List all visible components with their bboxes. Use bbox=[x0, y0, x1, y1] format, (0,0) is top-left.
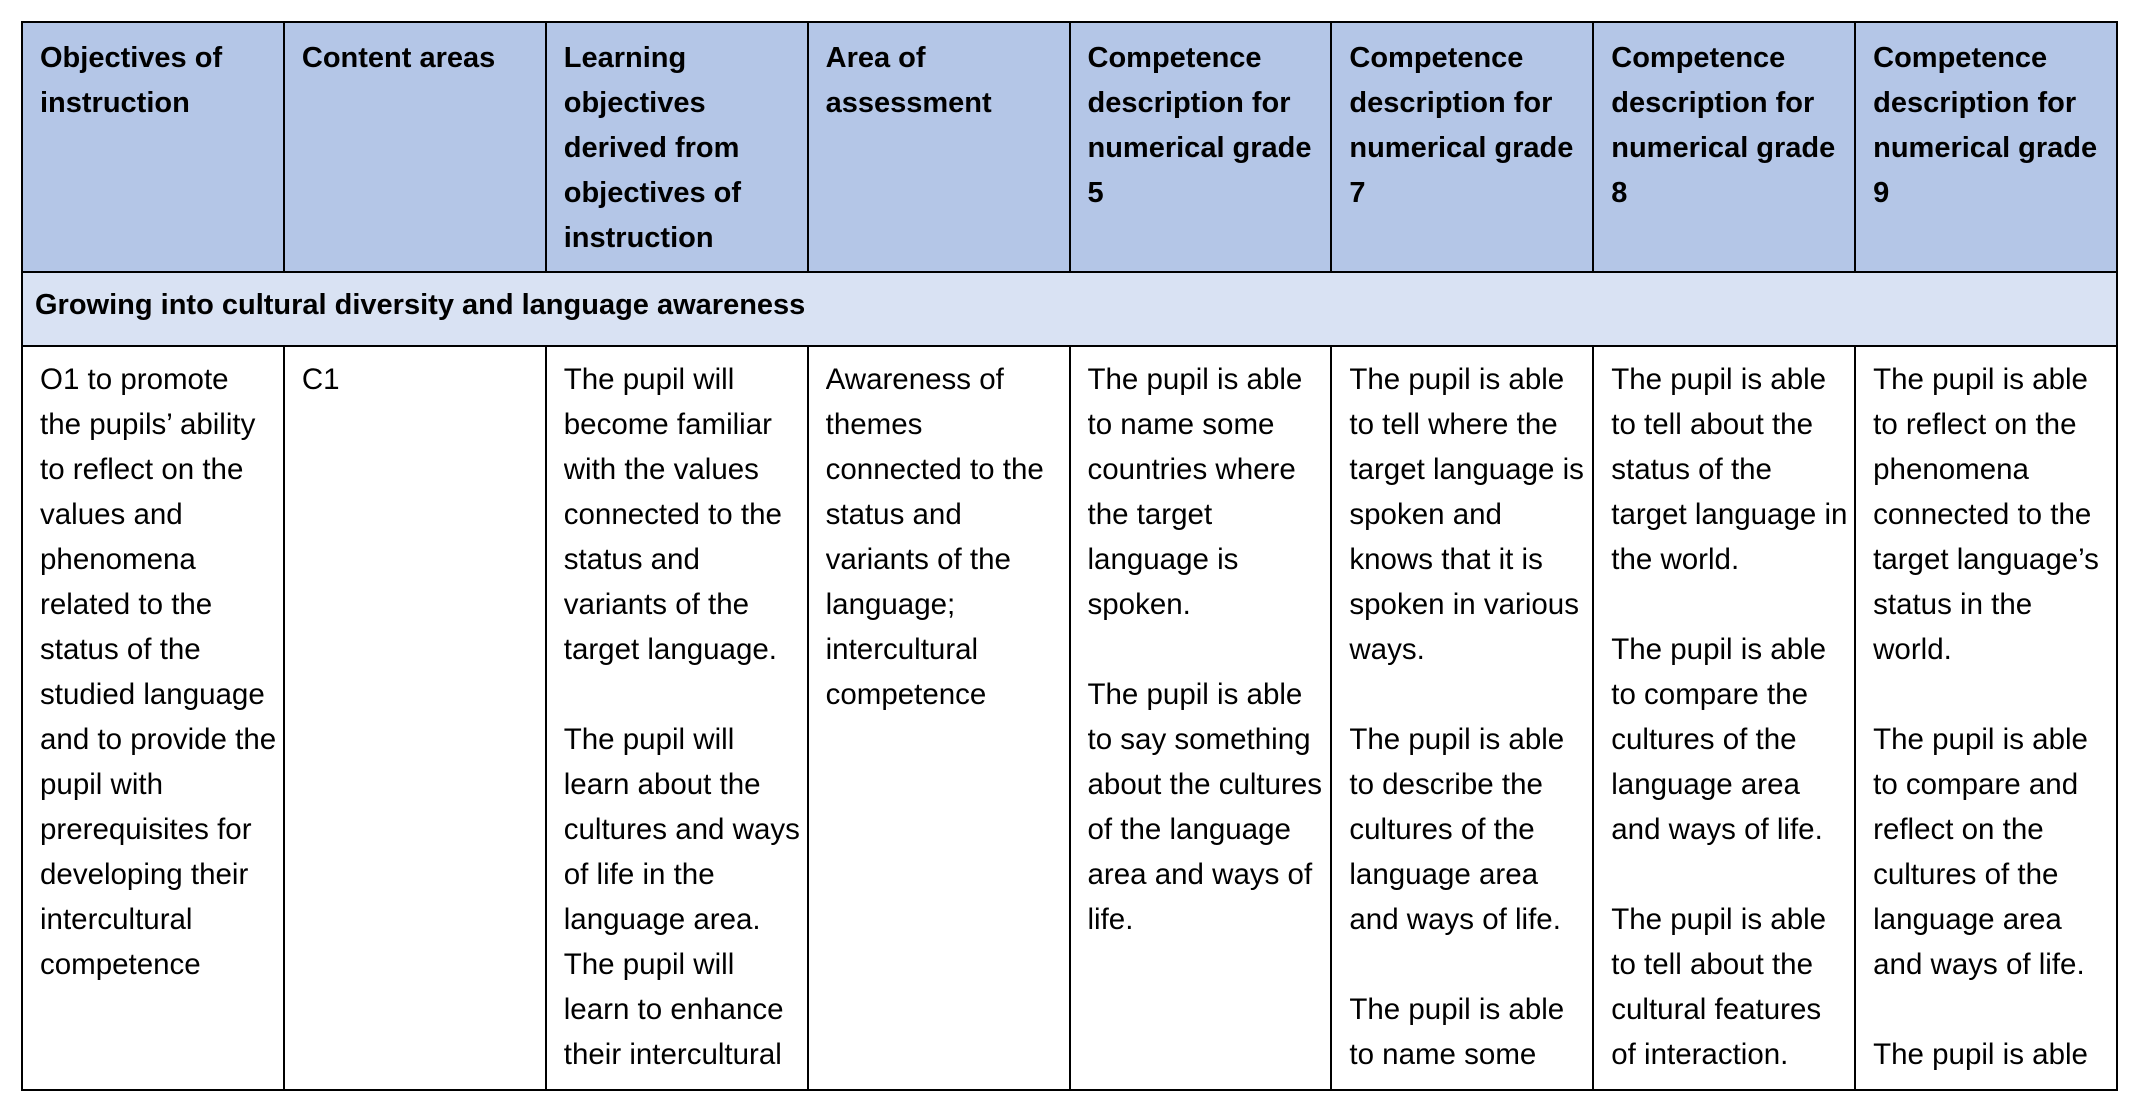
header-grade-7: Competence description for numerical grade 7 bbox=[1331, 22, 1593, 272]
cell-paragraph: Awareness of themes connected to the status and variants of the language; intercultural competence bbox=[825, 363, 1044, 711]
header-row bbox=[22, 22, 2117, 272]
header-objectives: Objectives of instruction bbox=[22, 22, 284, 272]
cell-paragraph: The pupil is able to describe the cultures of the language area and ways of life. bbox=[1349, 723, 1565, 936]
header-learning-objectives: Learning objectives derived from objectives of instruction bbox=[546, 22, 808, 272]
paragraph-gap bbox=[564, 672, 801, 717]
header-grade-5: Competence description for numerical grade 5 bbox=[1070, 22, 1332, 272]
curriculum-table-container bbox=[21, 21, 2116, 1091]
learning-objectives-cell bbox=[546, 346, 808, 1090]
paragraph-gap bbox=[1611, 582, 1848, 627]
cell-paragraph: The pupil is able to name some countries where the target language is spoken. bbox=[1087, 363, 1303, 621]
grade-7-cell bbox=[1331, 346, 1593, 1090]
paragraph-gap bbox=[1349, 672, 1586, 717]
paragraph-gap bbox=[1611, 852, 1848, 897]
cell-paragraph: The pupil is able to say something about the cultures of the language area and ways of life. bbox=[1087, 678, 1323, 936]
cell-paragraph: The pupil is able to name some bbox=[1349, 993, 1565, 1071]
curriculum-table bbox=[21, 21, 2118, 1091]
objective-cell bbox=[22, 346, 284, 1090]
paragraph-gap bbox=[1088, 627, 1325, 672]
cell-paragraph: The pupil is able to reflect on the phenomena connected to the target language’s status in the world. bbox=[1873, 363, 2099, 666]
paragraph-gap bbox=[1873, 672, 2110, 717]
paragraph-gap bbox=[1873, 987, 2110, 1032]
section-row bbox=[22, 272, 2117, 346]
grade-5-cell bbox=[1070, 346, 1332, 1090]
cell-paragraph: The pupil is able to compare and reflect on the cultures of the language area and ways of life. bbox=[1873, 723, 2088, 981]
cell-paragraph: O1 to promote the pupils’ ability to reflect on the values and phenomena related to the status of the studied language and to provide the pupil with prerequisites for developing their intercultural competence bbox=[40, 363, 277, 981]
cell-paragraph: The pupil is able to tell about the cultural features of interaction. bbox=[1611, 903, 1827, 1071]
grade-8-cell bbox=[1593, 346, 1855, 1090]
header-content-areas: Content areas bbox=[284, 22, 546, 272]
content-area-cell bbox=[284, 346, 546, 1090]
header-grade-8: Competence description for numerical grade 8 bbox=[1593, 22, 1855, 272]
cell-paragraph: The pupil will become familiar with the values connected to the status and variants of the target language. bbox=[563, 363, 782, 666]
paragraph-gap bbox=[1349, 942, 1586, 987]
cell-paragraph: The pupil is able bbox=[1873, 1038, 2088, 1071]
header-grade-9: Competence description for numerical grade 9 bbox=[1855, 22, 2117, 272]
table-row bbox=[22, 346, 2117, 1090]
grade-9-cell bbox=[1855, 346, 2117, 1090]
cell-paragraph: The pupil is able to tell where the target language is spoken and knows that it is spoken in various ways. bbox=[1349, 363, 1584, 666]
header-assessment-area: Area of assessment bbox=[808, 22, 1070, 272]
cell-paragraph: C1 bbox=[301, 363, 340, 396]
cell-paragraph: The pupil will learn to enhance their intercultural bbox=[563, 948, 784, 1071]
cell-paragraph: The pupil is able to compare the cultures of the language area and ways of life. bbox=[1611, 633, 1827, 846]
cell-paragraph: The pupil will learn about the cultures and ways of life in the language area. bbox=[563, 723, 800, 936]
section-title: Growing into cultural diversity and language awareness bbox=[22, 272, 2117, 346]
cell-paragraph: The pupil is able to tell about the status of the target language in the world. bbox=[1611, 363, 1848, 576]
assessment-area-cell bbox=[808, 346, 1070, 1090]
